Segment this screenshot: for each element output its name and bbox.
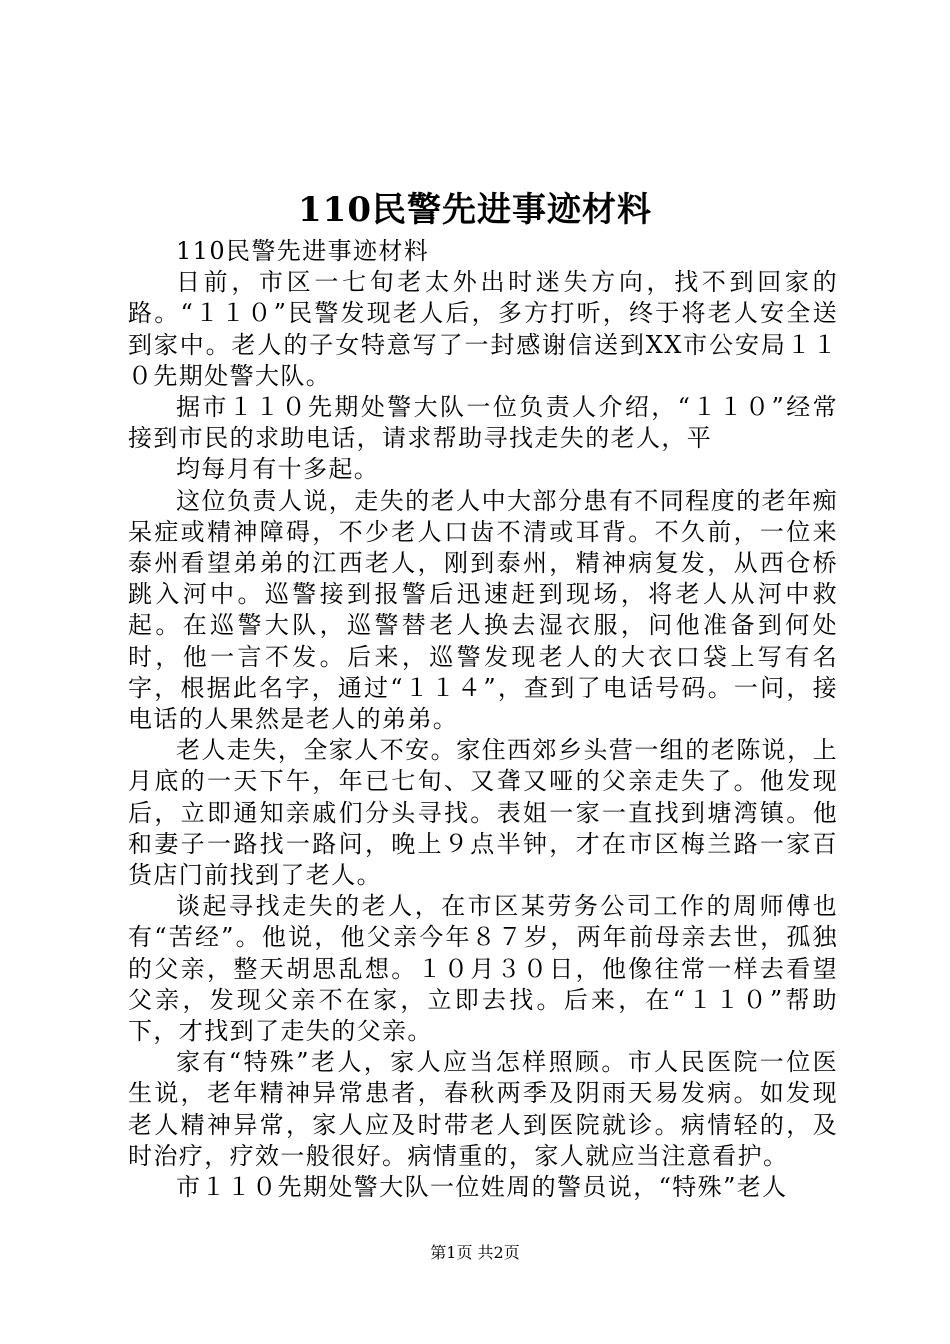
document-title: 110民警先进事迹材料 xyxy=(298,190,652,230)
document-body xyxy=(128,236,838,1203)
paragraph: 均每月有十多起。 xyxy=(176,455,380,484)
paragraph: 110民警先进事迹材料 xyxy=(176,237,430,265)
paragraph: 日前，市区一七旬老太外出时迷失方向，找不到回家的路。“１１０”民警发现老人后，多方打听，终于将老人安全送到家中。老人的子女特意写了一封感谢信送到XX市公安局１１０先期处警大队。 xyxy=(128,268,838,390)
page-number-footer: 第1页 共2页 xyxy=(430,1243,520,1262)
paragraph: 家有“特殊”老人，家人应当怎样照顾。市人民医院一位医生说，老年精神异常患者，春秋两季及阴雨天易发病。如发现老人精神异常，家人应及时带老人到医院就诊。病情轻的，及时治疗，疗效一般很好。病情重的，家人就应当注意看护。 xyxy=(128,1048,838,1170)
paragraph: 老人走失，全家人不安。家住西郊乡头营一组的老陈说，上月底的一天下午，年已七旬、又聋又哑的父亲走失了。他发现后，立即通知亲戚们分头寻找。表姐一家一直找到塘湾镇。他和妻子一路找一路问，晚上９点半钟，才在市区梅兰路一家百货店门前找到了老人。 xyxy=(128,736,838,890)
paragraph: 这位负责人说，走失的老人中大部分患有不同程度的老年痴呆症或精神障碍，不少老人口齿不清或耳背。不久前，一位来泰州看望弟弟的江西老人，刚到泰州，精神病复发，从西仓桥跳入河中。巡警接到报警后迅速赶到现场，将老人从河中救起。在巡警大队，巡警替老人换去湿衣服，问他准备到何处时，他一言不发。后来，巡警发现老人的大衣口袋上写有名字，根据此名字，通过“１１４”，查到了电话号码。一问，接电话的人果然是老人的弟弟。 xyxy=(128,486,838,734)
paragraph: 市１１０先期处警大队一位姓周的警员说，“特殊”老人 xyxy=(176,1173,788,1202)
paragraph: 据市１１０先期处警大队一位负责人介绍，“１１０”经常接到市民的求助电话，请求帮助寻找走失的老人，平 xyxy=(128,393,838,453)
paragraph: 谈起寻找走失的老人，在市区某劳务公司工作的周师傅也有“苦经”。他说，他父亲今年８７岁，两年前母亲去世，孤独的父亲，整天胡思乱想。１０月３０日，他像往常一样去看望父亲，发现父亲不在家，立即去找。后来，在“１１０”帮助下，才找到了走失的父亲。 xyxy=(128,892,838,1046)
